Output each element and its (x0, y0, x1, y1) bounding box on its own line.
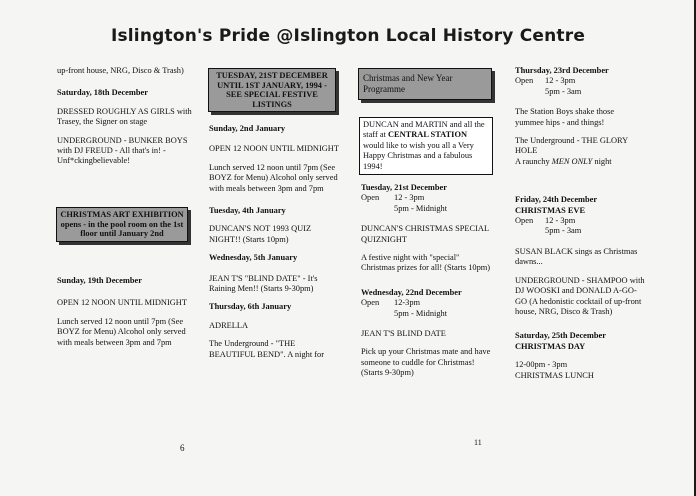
event-heading: Wednesday, 5th January (209, 253, 298, 263)
event-heading: Saturday, 25th December (515, 331, 606, 341)
festive-listings-box: TUESDAY, 21ST DECEMBER UNTIL 1ST JANUARY, 1994 - SEE SPECIAL FESTIVE LISTINGS (208, 68, 336, 112)
open-time: 5pm - 3am (545, 226, 582, 236)
page-header: Islington's Pride @Islington Local History Centre (110, 26, 586, 46)
event-text: OPEN 12 NOON UNTIL MIDNIGHT (57, 298, 187, 308)
art-exhibition-box: CHRISTMAS ART EXHIBITION opens - in the pool room on the 1st floor until January 2nd (56, 207, 188, 242)
event-heading: Sunday, 2nd January (209, 124, 286, 133)
greeting-text: DUNCAN and MARTIN and all the staff at (363, 120, 485, 140)
column-4 (515, 66, 645, 389)
column-3 (361, 183, 491, 387)
intro-text: up-front house, NRG, Disco & Trash) (57, 66, 184, 75)
event-text: Lunch served 12 noon until 7pm (See BOYZ for Menu) Alcohol only served with meals between 3pm and 7pm (209, 162, 338, 193)
event-heading: Friday, 24th December (515, 195, 598, 205)
event-text: CHRISTMAS LUNCH (515, 370, 594, 380)
event-text: A festive night with "special" Christmas prizes for all! (Starts 10pm) (361, 253, 491, 273)
event-heading: Saturday, 18th December (57, 88, 148, 98)
open-label: Open (361, 193, 380, 203)
event-text: DUNCAN'S NOT 1993 QUIZ NIGHT!! (Starts 10pm) (209, 224, 312, 244)
greeting-text: would like to wish you all a Very Happy Christmas and a fabulous 1994! (363, 140, 474, 171)
open-times (545, 76, 581, 97)
column-1-lower (57, 276, 197, 356)
event-text: 12-00pm - 3pm (515, 360, 568, 370)
open-time: 5pm - 3am (545, 86, 582, 96)
event-text: DUNCAN'S CHRISTMAS SPECIAL QUIZNIGHT (361, 224, 489, 244)
column-2 (209, 124, 339, 368)
event-text (515, 157, 645, 167)
opening-hours (361, 298, 491, 319)
event-text: The Station Boys shake those yummee hips - and things! (515, 107, 615, 127)
event-text: Pick up your Christmas mate and have someone to cuddle for Christmas! (Starts 9-30pm) (361, 347, 491, 378)
page-number: 11 (474, 438, 482, 447)
event-text: UNDERGROUND - BUNKER BOYS with DJ FREUD - All that's in! - Unf*ckingbelievable! (57, 135, 188, 166)
event-heading: Thursday, 6th January (209, 302, 292, 312)
open-time: 12 - 3pm (394, 193, 425, 203)
event-text: night (592, 156, 612, 166)
event-text: JEAN T'S BLIND DATE (361, 329, 446, 339)
event-text (515, 136, 645, 157)
open-times (394, 193, 447, 214)
open-label: Open (361, 298, 380, 308)
event-text: UNDERGROUND - SHAMPOO with DJ WOOSKI and DONALD A-GO-GO (A hedonistic cocktail of up-front house, NRG, Disco & Trash) (515, 275, 645, 316)
event-subheading: CHRISTMAS DAY (515, 341, 586, 351)
programme-title-box: Christmas and New Year Programme (358, 68, 492, 100)
opening-hours (515, 76, 645, 97)
event-text: The Underground - THE GLORY HOLE (515, 136, 628, 156)
event-text: Lunch served 12 noon until 7pm (See BOYZ for Menu) Alcohol only served with meals between 3pm and 7pm (57, 316, 186, 347)
event-heading: Tuesday, 21st December (361, 183, 447, 192)
event-text: DRESSED ROUGHLY AS GIRLS with Trasey, the Signer on stage (57, 106, 192, 127)
event-text: JEAN T'S "BLIND DATE" - It's Raining Men!! (Starts 9-30pm) (209, 273, 318, 294)
column-1 (57, 66, 197, 175)
venue-name: CENTRAL STATION (387, 130, 468, 140)
open-times (545, 216, 581, 237)
emphasis-text: MEN ONLY (551, 156, 593, 166)
opening-hours (361, 193, 491, 214)
event-text: OPEN 12 NOON UNTIL MIDNIGHT (209, 144, 339, 154)
open-time: 5pm - Midnight (394, 203, 448, 213)
event-text: ADRELLA (209, 320, 249, 330)
open-time: 5pm - Midnight (394, 308, 448, 318)
open-time: 12-3pm (394, 298, 421, 308)
event-heading: Wednesday, 22nd December (361, 287, 462, 297)
open-time: 12 - 3pm (545, 76, 576, 86)
event-text: SUSAN BLACK sings as Christmas dawns... (515, 246, 638, 267)
event-heading: Sunday, 19th December (57, 276, 142, 285)
greeting-box (359, 117, 493, 175)
open-time: 12 - 3pm (545, 216, 576, 226)
event-heading: Tuesday, 4th January (209, 206, 286, 216)
event-text: The Underground - "THE BEAUTIFUL BEND". A night for (209, 339, 325, 359)
open-label: Open (515, 216, 534, 226)
open-label: Open (515, 76, 534, 86)
event-subheading: CHRISTMAS EVE (515, 205, 586, 215)
open-times (394, 298, 447, 319)
event-heading: Thursday, 23rd December (515, 66, 609, 75)
event-text: A raunchy (515, 156, 552, 166)
opening-hours (515, 216, 645, 237)
page-number: 6 (180, 443, 185, 453)
